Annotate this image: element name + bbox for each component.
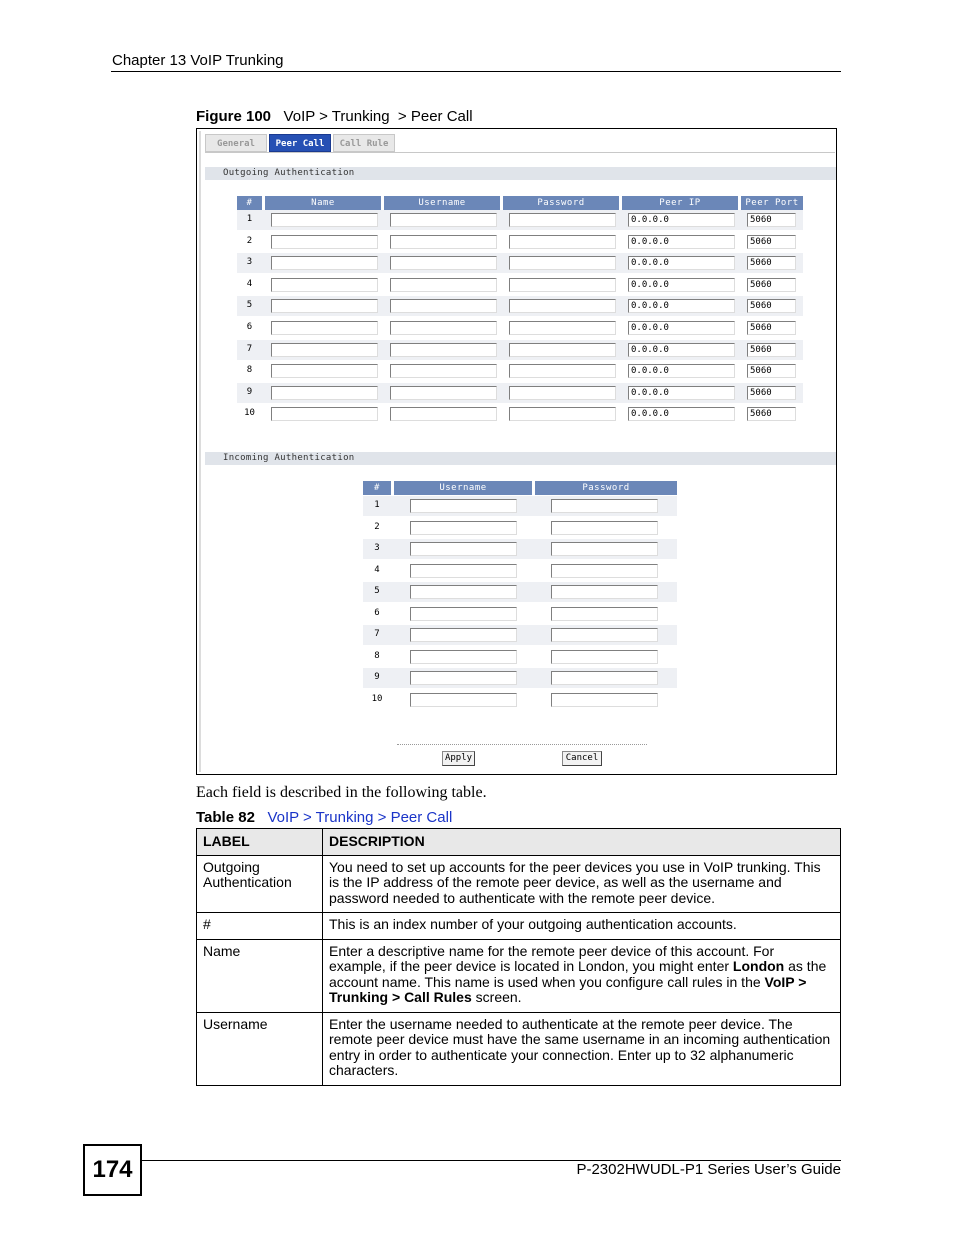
out-header-name: Name	[265, 196, 381, 210]
in-row-index: 1	[374, 500, 380, 510]
out-row-index: 1	[246, 214, 253, 224]
header-label: LABEL	[197, 829, 323, 856]
out-password-input[interactable]	[509, 386, 616, 400]
in-password-input[interactable]	[551, 585, 658, 599]
out-name-input[interactable]	[271, 386, 378, 400]
out-name-input[interactable]	[271, 407, 378, 421]
out-password-input[interactable]	[509, 299, 616, 313]
out-header-peer-port: Peer Port	[741, 196, 803, 210]
in-username-input[interactable]	[410, 564, 517, 578]
peer-call-screenshot	[196, 128, 837, 775]
apply-button[interactable]: Apply	[442, 751, 475, 766]
out-header-password: Password	[503, 196, 619, 210]
out-password-input[interactable]	[509, 278, 616, 292]
description-text: Enter a descriptive name for the remote peer device of this account. For example, if the peer device is located in London, you might enter	[329, 942, 775, 974]
out-name-input[interactable]	[271, 213, 378, 227]
out-name-input[interactable]	[271, 299, 378, 313]
table-title: VoIP > Trunking > Peer Call	[267, 809, 453, 826]
out-row-index: 9	[246, 386, 253, 397]
out-peer-port-input[interactable]: 5060	[747, 407, 796, 421]
in-password-input[interactable]	[551, 671, 658, 685]
out-password-input[interactable]	[509, 343, 616, 357]
table-row	[197, 913, 841, 940]
out-peer-port-input[interactable]: 5060	[747, 278, 796, 292]
description-text: as the account name. This name is used when you configure call rules in the	[329, 958, 827, 990]
out-peer-port-input[interactable]: 5060	[747, 386, 796, 400]
out-peer-port-input[interactable]: 5060	[747, 235, 796, 249]
tab-call-rule[interactable]: Call Rule	[333, 134, 395, 152]
in-header-index: #	[363, 481, 391, 495]
out-row-index: 8	[246, 365, 253, 376]
description-text: screen.	[471, 989, 522, 1005]
in-username-input[interactable]	[410, 607, 517, 621]
outgoing-section-title: Outgoing Authentication	[205, 167, 837, 180]
out-name-input[interactable]	[271, 343, 378, 357]
in-username-input[interactable]	[410, 521, 517, 535]
figure-title: VoIP > Trunking > Peer Call	[283, 108, 473, 125]
in-username-input[interactable]	[410, 650, 517, 664]
row-description	[323, 939, 841, 1012]
figure-label: Figure 100	[196, 108, 272, 125]
description-bold: London	[732, 958, 785, 974]
in-row-index: 10	[371, 693, 383, 704]
in-row-index: 9	[374, 672, 380, 682]
row-label: Outgoing Authentication	[197, 855, 323, 913]
out-header-peer-ip: Peer IP	[622, 196, 738, 210]
chapter-header: Chapter 13 VoIP Trunking	[112, 52, 284, 69]
out-username-input[interactable]	[390, 235, 497, 249]
in-row-index: 8	[374, 650, 380, 661]
out-header-index: #	[237, 196, 262, 210]
out-row-index: 5	[246, 300, 253, 311]
header-description: DESCRIPTION	[323, 829, 841, 856]
row-description	[323, 913, 841, 940]
row-label: #	[197, 913, 323, 940]
in-password-input[interactable]	[551, 564, 658, 578]
out-username-input[interactable]	[390, 256, 497, 270]
in-row-index: 3	[374, 543, 380, 553]
out-peer-port-input[interactable]: 5060	[747, 256, 796, 270]
out-peer-ip-input[interactable]: 0.0.0.0	[628, 235, 735, 249]
out-header-username: Username	[384, 196, 500, 210]
in-username-input[interactable]	[410, 499, 517, 513]
tab-general[interactable]: General	[205, 134, 267, 152]
in-header-password: Password	[535, 481, 677, 495]
table-row	[197, 1012, 841, 1085]
out-row-index: 7	[246, 343, 253, 354]
out-peer-ip-input[interactable]: 0.0.0.0	[628, 256, 735, 270]
row-label: Username	[197, 1012, 323, 1085]
in-username-input[interactable]	[410, 693, 517, 707]
in-password-input[interactable]	[551, 628, 658, 642]
out-peer-ip-input[interactable]: 0.0.0.0	[628, 386, 735, 400]
out-peer-ip-input[interactable]: 0.0.0.0	[628, 321, 735, 335]
in-row-index: 5	[374, 586, 380, 596]
table-header-row	[197, 829, 841, 856]
out-row-index: 10	[244, 408, 255, 419]
in-password-input[interactable]	[551, 650, 658, 664]
table-row	[197, 855, 841, 913]
out-peer-ip-input[interactable]: 0.0.0.0	[628, 343, 735, 357]
description-text: Enter the username needed to authenticate at the remote peer device. The remote peer device must have the same username in an incoming authentication entry in order to authenticate your connection. Enter up to 32 alphanumeric characters.	[329, 1015, 831, 1078]
description-text: This is an index number of your outgoing authentication accounts.	[329, 916, 737, 932]
tab-underline	[205, 152, 835, 153]
in-row-index: 2	[374, 521, 380, 532]
out-password-input[interactable]	[509, 407, 616, 421]
row-description	[323, 855, 841, 913]
in-password-input[interactable]	[551, 693, 658, 707]
out-password-input[interactable]	[509, 235, 616, 249]
out-password-input[interactable]	[509, 213, 616, 227]
out-peer-port-input[interactable]: 5060	[747, 364, 796, 378]
out-password-input[interactable]	[509, 364, 616, 378]
description-bold: VoIP > Trunking > Call Rules	[329, 973, 807, 1005]
in-row-index: 7	[374, 629, 380, 639]
out-username-input[interactable]	[390, 299, 497, 313]
out-username-input[interactable]	[390, 386, 497, 400]
out-username-input[interactable]	[390, 278, 497, 292]
table-caption	[196, 809, 452, 826]
table-label: Table 82	[196, 809, 255, 826]
in-header-username: Username	[394, 481, 532, 495]
description-table	[196, 828, 841, 1086]
in-password-input[interactable]	[551, 542, 658, 556]
page-number: 174	[83, 1144, 142, 1196]
out-password-input[interactable]	[509, 256, 616, 270]
tab-peer-call[interactable]: Peer Call	[269, 134, 331, 152]
out-peer-ip-input[interactable]: 0.0.0.0	[628, 278, 735, 292]
in-password-input[interactable]	[551, 607, 658, 621]
out-row-index: 2	[246, 235, 253, 246]
in-password-input[interactable]	[551, 521, 658, 535]
header-rule	[111, 71, 841, 72]
tab-bar	[205, 134, 397, 152]
button-divider	[397, 744, 647, 745]
out-peer-port-input[interactable]: 5060	[747, 299, 796, 313]
description-text: You need to set up accounts for the peer devices you use in VoIP trunking. This is the IP address of the remote peer device, as well as the username and password needed to authenticate with the remote peer device.	[329, 858, 821, 906]
out-username-input[interactable]	[390, 364, 497, 378]
out-peer-ip-input[interactable]: 0.0.0.0	[628, 213, 735, 227]
in-row-index: 6	[374, 607, 380, 618]
out-peer-port-input[interactable]: 5060	[747, 321, 796, 335]
out-peer-ip-input[interactable]: 0.0.0.0	[628, 407, 735, 421]
out-username-input[interactable]	[390, 343, 497, 357]
out-name-input[interactable]	[271, 364, 378, 378]
incoming-section-title: Incoming Authentication	[205, 452, 837, 465]
out-row-index: 6	[246, 322, 253, 332]
out-username-input[interactable]	[390, 213, 497, 227]
out-name-input[interactable]	[271, 278, 378, 292]
row-description	[323, 1012, 841, 1085]
figure-caption	[196, 108, 473, 125]
out-name-input[interactable]	[271, 235, 378, 249]
out-username-input[interactable]	[390, 407, 497, 421]
in-username-input[interactable]	[410, 628, 517, 642]
out-username-input[interactable]	[390, 321, 497, 335]
out-peer-ip-input[interactable]: 0.0.0.0	[628, 364, 735, 378]
cancel-button[interactable]: Cancel	[562, 751, 602, 766]
out-peer-port-input[interactable]: 5060	[747, 343, 796, 357]
intro-text: Each field is described in the following table.	[196, 784, 487, 801]
out-name-input[interactable]	[271, 256, 378, 270]
in-username-input[interactable]	[410, 542, 517, 556]
guide-title: P-2302HWUDL-P1 Series User’s Guide	[576, 1161, 841, 1178]
out-row-index: 4	[246, 278, 253, 289]
out-password-input[interactable]	[509, 321, 616, 335]
table-row	[197, 939, 841, 1012]
out-peer-port-input[interactable]: 5060	[747, 213, 796, 227]
out-peer-ip-input[interactable]: 0.0.0.0	[628, 299, 735, 313]
row-label: Name	[197, 939, 323, 1012]
in-password-input[interactable]	[551, 499, 658, 513]
in-row-index: 4	[374, 564, 380, 575]
out-name-input[interactable]	[271, 321, 378, 335]
in-username-input[interactable]	[410, 585, 517, 599]
in-username-input[interactable]	[410, 671, 517, 685]
out-row-index: 3	[246, 257, 253, 268]
